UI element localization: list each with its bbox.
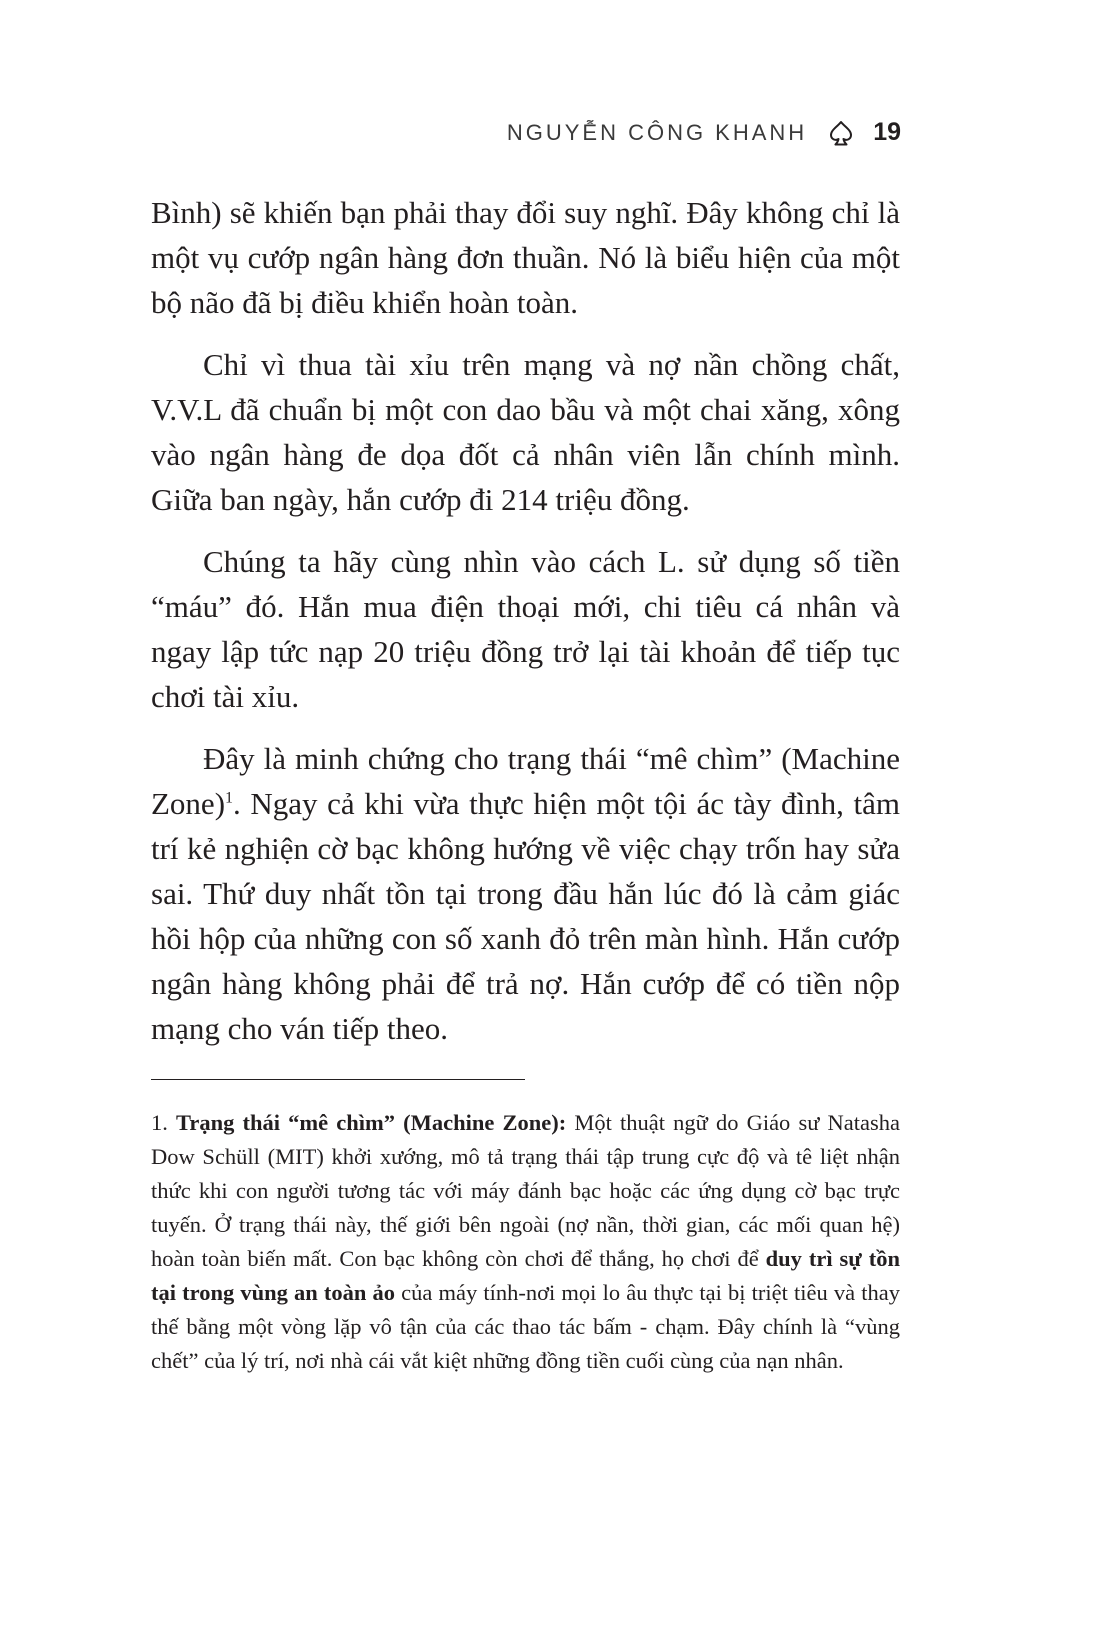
author-name: NGUYỄN CÔNG KHANH (506, 119, 808, 145)
paragraph: Bình) sẽ khiến bạn phải thay đổi suy nghĩ. Đây không chỉ là một vụ cướp ngân hàng đơn thuần. Nó là biểu hiện của một bộ não đã bị điều khiển hoàn toàn. (151, 195, 900, 320)
footnote-term: Trạng thái “mê chìm” (Machine Zone): (176, 1110, 567, 1135)
spade-outline-icon (829, 120, 853, 146)
footnote-emphasis: duy trì sự tồn tại trong vùng an toàn ảo (151, 1246, 900, 1305)
paragraph (151, 736, 900, 1051)
footnote-text: Một thuật ngữ do Giáo sư Natasha Dow Schüll (MIT) khởi xướng, mô tả trạng thái tập trung cực độ và tê liệt nhận thức khi con người tương tác với máy đánh bạc hoặc các ứng dụng cờ bạc trực tuyến. Ở trạng thái này, thế giới bên ngoài (nợ nần, thời gian, các mối quan hệ) hoàn toàn biến mất. Con bạc không còn chơi để thắng, họ chơi để (151, 1110, 900, 1271)
page-number: 19 (873, 118, 901, 146)
running-head (507, 118, 901, 147)
body-text (151, 190, 900, 1068)
paragraph: Chỉ vì thua tài xỉu trên mạng và nợ nần chồng chất, V.V.L đã chuẩn bị một con dao bầu và một chai xăng, xông vào ngân hàng đe dọa đốt cả nhân viên lẫn chính mình. Giữa ban ngày, hắn cướp đi 214 triệu đồng. (151, 347, 900, 517)
footnote-text: của máy tính-nơi mọi lo âu thực tại bị triệt tiêu và thay thế bằng một vòng lặp vô tận của các thao tác bấm - chạm. Đây chính là “vùng chết” của lý trí, nơi nhà cái vắt kiệt những đồng tiền cuối cùng của nạn nhân. (151, 1280, 900, 1373)
paragraph-text: . Ngay cả khi vừa thực hiện một tội ác tày đình, tâm trí kẻ nghiện cờ bạc không hướng về việc chạy trốn hay sửa sai. Thứ duy nhất tồn tại trong đầu hắn lúc đó là cảm giác hồi hộp của những con số xanh đỏ trên màn hình. Hắn cướp ngân hàng không phải để trả nợ. Hắn cướp để có tiền nộp mạng cho ván tiếp theo. (151, 786, 900, 1046)
footnote-divider (151, 1079, 525, 1080)
paragraph: Chúng ta hãy cùng nhìn vào cách L. sử dụng số tiền “máu” đó. Hắn mua điện thoại mới, chi tiêu cá nhân và ngay lập tức nạp 20 triệu đồng trở lại tài khoản để tiếp tục chơi tài xỉu. (151, 544, 900, 714)
footnote-number: 1. (151, 1110, 168, 1135)
footnote (151, 1106, 900, 1378)
paragraph-text: Đây là minh chứng cho trạng thái “mê chìm” (Machine Zone) (151, 741, 900, 821)
footnote-reference[interactable]: 1 (225, 789, 234, 807)
